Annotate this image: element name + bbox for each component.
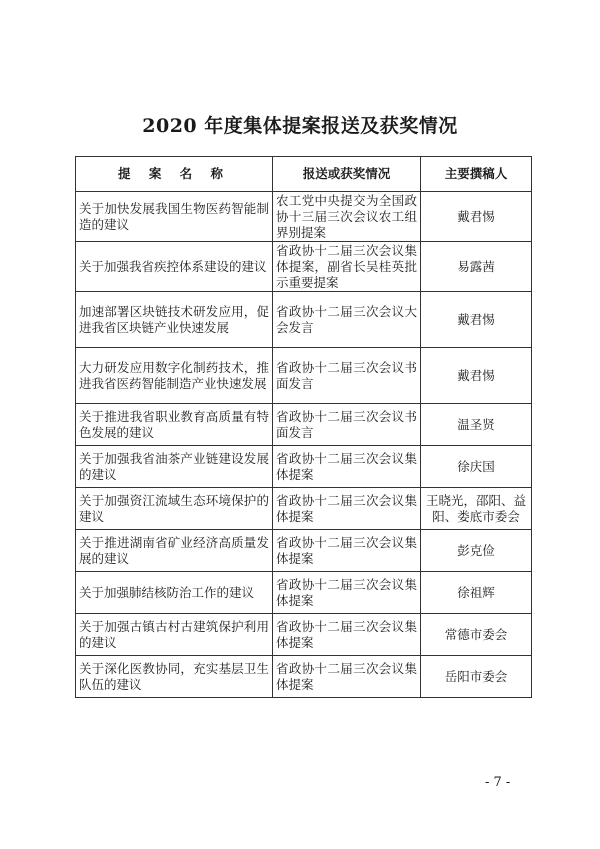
table-row [76, 572, 532, 614]
author-cell: 温圣贤 [421, 404, 532, 446]
status-cell: 省政协十二届三次会议集体提案 [273, 656, 421, 698]
author-cell: 彭克俭 [421, 530, 532, 572]
proposal-name-cell: 关于推进湖南省矿业经济高质量发展的建议 [76, 530, 273, 572]
page-title: 2020 年度集体提案报送及获奖情况 [142, 115, 458, 137]
proposal-name-cell: 关于加强肺结核防治工作的建议 [76, 572, 273, 614]
author-cell: 易露茜 [421, 242, 532, 292]
author-cell: 戴君惕 [421, 192, 532, 242]
table-row [76, 192, 532, 242]
column-header-author: 主要撰稿人 [421, 157, 532, 192]
status-cell: 省政协十二届三次会议集体提案 [273, 572, 421, 614]
proposal-name-cell: 关于加强资江流域生态环境保护的建议 [76, 488, 273, 530]
status-cell: 省政协十二届三次会议集体提案，副省长吴桂英批示重要提案 [273, 242, 421, 292]
author-cell: 王晓光，邵阳、益阳、娄底市委会 [421, 488, 532, 530]
proposal-name-cell: 关于加快发展我国生物医药智能制造的建议 [76, 192, 273, 242]
proposal-name-cell: 关于加强古镇古村古建筑保护利用的建议 [76, 614, 273, 656]
status-cell: 省政协十二届三次会议集体提案 [273, 530, 421, 572]
column-header-status: 报送或获奖情况 [273, 157, 421, 192]
author-cell: 徐祖辉 [421, 572, 532, 614]
status-cell: 省政协十二届三次会议书面发言 [273, 348, 421, 404]
author-cell: 常德市委会 [421, 614, 532, 656]
table-row [76, 530, 532, 572]
proposal-table [75, 156, 532, 698]
author-cell: 岳阳市委会 [421, 656, 532, 698]
proposal-name-cell: 关于加强我省油茶产业链建设发展的建议 [76, 446, 273, 488]
column-header-proposal-name: 提 案 名 称 [76, 157, 273, 192]
table-row [76, 292, 532, 348]
table-row [76, 614, 532, 656]
proposal-name-cell: 关于加强我省疾控体系建设的建议 [76, 242, 273, 292]
status-cell: 省政协十二届三次会议集体提案 [273, 614, 421, 656]
table-row [76, 656, 532, 698]
status-cell: 农工党中央提交为全国政协十三届三次会议农工组界别提案 [273, 192, 421, 242]
proposal-name-cell: 大力研发应用数字化制药技术，推进我省医药智能制造产业快速发展 [76, 348, 273, 404]
status-cell: 省政协十二届三次会议书面发言 [273, 404, 421, 446]
table-header-row [76, 157, 532, 192]
status-cell: 省政协十二届三次会议大会发言 [273, 292, 421, 348]
status-cell: 省政协十二届三次会议集体提案 [273, 446, 421, 488]
proposal-name-cell: 关于推进我省职业教育高质量有特色发展的建议 [76, 404, 273, 446]
author-cell: 戴君惕 [421, 348, 532, 404]
table-row [76, 488, 532, 530]
author-cell: 戴君惕 [421, 292, 532, 348]
table-row [76, 446, 532, 488]
table-row [76, 242, 532, 292]
page-number: - 7 - [485, 775, 511, 790]
table-row [76, 404, 532, 446]
status-cell: 省政协十二届三次会议集体提案 [273, 488, 421, 530]
proposal-name-cell: 关于深化医教协同，充实基层卫生队伍的建议 [76, 656, 273, 698]
table-row [76, 348, 532, 404]
author-cell: 徐庆国 [421, 446, 532, 488]
proposal-name-cell: 加速部署区块链技术研发应用，促进我省区块链产业快速发展 [76, 292, 273, 348]
